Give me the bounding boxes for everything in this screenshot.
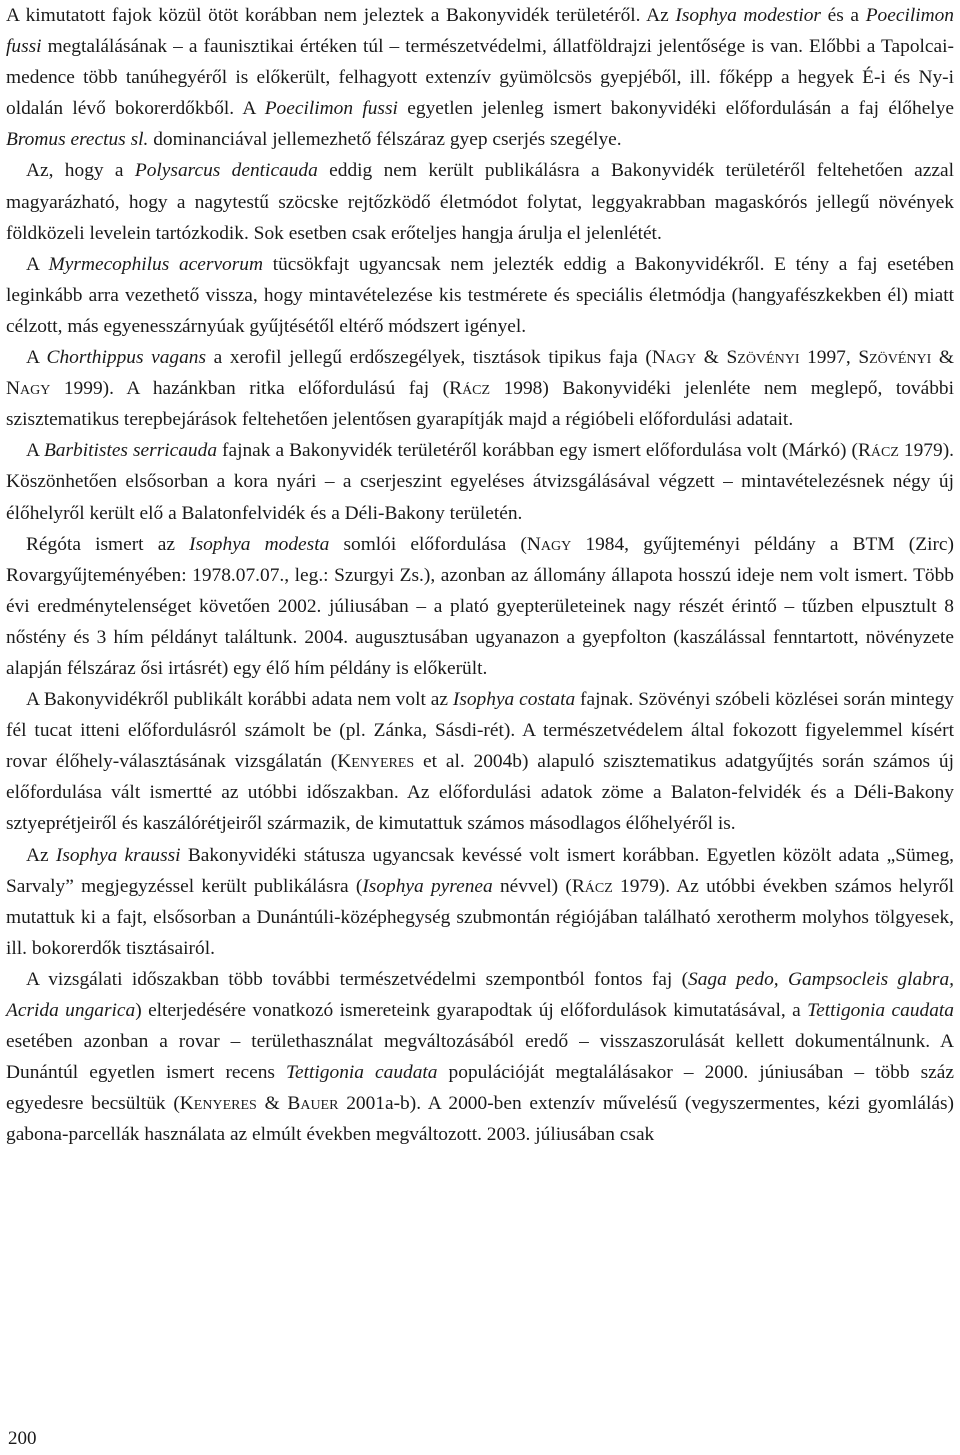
text-run: 1984, gyűjteményi példány a BTM (Zirc) Rovargyűjteményében: 1978.07.07., leg.: Szurgyi Zs.), azonban az állomány állapota hosszú ideje nem volt ismert. Több évi eredménytelenséget követően 2002. júliusában – a plató gyepterületeinek nagy részét érintő – tűzben elpusztult 8 nőstény és 3 hím példányt találtunk. 2004. augusztusában ugyanazon a gyepfolton (kaszálással fenntartott, növényzete alapján félszáraz ősi irtásrét) egy élő hím példány is előkerült. [6, 533, 954, 679]
text-run: 1997, [799, 347, 859, 369]
text-run: A vizsgálati időszakban több további természetvédelmi szempontból fontos faj ( [26, 968, 689, 990]
text-run: & [696, 347, 727, 369]
text-run: fajnak a Bakonyvidék területéről korábban egy ismert előfordulása volt (Márkó) ( [217, 440, 858, 462]
author-citation: Rácz [857, 440, 899, 462]
paragraph [6, 342, 954, 435]
species-name: Polysarcus denticauda [134, 160, 318, 182]
text-run: 1979). Köszönhetően elsősorban a kora nyári – a cserjeszint egyeléses átvizsgálásával végzett – mintavételezésnek négy új élőhelyről került elő a Balatonfelvidék és a Déli-Bakony területén. [6, 440, 955, 524]
paragraph [6, 684, 954, 839]
text-run: et al. 2004b) alapuló szisztematikus adatgyűjtés során számos új előfordulása vált ismertté az utóbbi időszakban. Az előfordulási adatok zöme a Balaton-felvidék és a Déli-Bakony sztyeprétjeiről és kaszálórétjeiről származik, de kimutattuk számos másodlagos élőhelyéről is. [6, 751, 954, 835]
author-citation: Nagy [651, 347, 697, 369]
author-citation: Szövényi [726, 347, 800, 369]
text-run: tücsökfajt ugyancsak nem jelezték eddig a Bakonyvidékről. E tény a faj esetében leginkább arra vezethető vissza, hogy mintavételezése kis testmérete és speciális életmódja (hangyafészkekben él) miatt célzott, más egyenesszárnyúak gyűjtésétől eltérő módszert igényel. [6, 253, 954, 337]
text-run: Régóta ismert az [26, 533, 190, 555]
text-run: a xerofil jellegű erdőszegélyek, tisztások tipikus faja ( [206, 347, 652, 369]
text-run: 1999). A hazánkban ritka előfordulású faj ( [50, 378, 450, 400]
paragraph [6, 435, 954, 528]
text-run: populációját megtalálásakor – 2000. júniusában – több száz egyedesre becsültük ( [6, 1062, 954, 1115]
species-name: Bromus erectus sl. [6, 129, 149, 151]
species-name: Isophya modestior [675, 5, 821, 26]
text-run: fajnak. Szövényi szóbeli közlései során mintegy fél tucat itteni előfordulásról számolt be (pl. Zánka, Sásdi-rét). A természetvédelem által fokozott figyelemmel kísért rovar élőhely-választásának vizsgálatán ( [6, 689, 954, 773]
author-citation: Rácz [449, 378, 491, 400]
species-name: Isophya kraussi [55, 844, 181, 866]
text-run: somlói előfordulása ( [329, 533, 527, 555]
author-citation: Nagy [6, 378, 51, 400]
body-text [6, 0, 954, 1150]
text-run: ) elterjedésére vonatkozó ismereteink gyarapodtak új előfordulások kimutatásával, a [135, 1000, 808, 1021]
text-run: és a [820, 5, 866, 26]
species-name: Saga pedo, Gampsocleis glabra, Acrida ungarica [6, 968, 954, 1021]
text-run: 1998) Bakonyvidéki jelenléte nem meglepő, további szisztematikus terepbejárások feltehetően jelentősen gyarapítják majd a régióbeli előfordulási adatait. [6, 378, 954, 431]
text-run: esetében azonban a rovar – területhasználat megváltozásából eredő – visszaszorulását kellett dokumentálnunk. A Dunántúl egyetlen ismert recens [6, 1031, 954, 1084]
text-run: megtalálásának – a faunisztikai értéken túl – természetvédelmi, állatföldrajzi jelentősége is van. Előbbi a Tapolcai-medence több tanúhegyéről is előkerült, felhagyott extenzív gyümölcsös gyepjéből, ill. főképp a hegyek É-i és Ny-i oldalán lévő bokorerdőkből. A [6, 36, 954, 120]
species-name: Isophya pyrenea [362, 875, 493, 897]
text-run: A [26, 440, 44, 462]
text-run: Az [26, 844, 56, 866]
text-run: A [26, 347, 47, 369]
paragraph [6, 840, 954, 964]
text-run: egyetlen jelenleg ismert bakonyvidéki előfordulásán a faj élőhelye [397, 98, 954, 120]
paragraph [6, 155, 954, 248]
author-citation: Nagy [526, 533, 572, 555]
paragraph [6, 964, 954, 1151]
text-run: dominanciával jellemezhető félszáraz gyep cserjés szegélye. [148, 129, 622, 151]
text-run: A kimutatott fajok közül ötöt korábban nem jeleztek a Bakonyvidék területéről. Az [6, 5, 676, 26]
species-name: Isophya costata [452, 689, 576, 711]
text-run: A [26, 253, 49, 275]
species-name: Chorthippus vagans [46, 347, 207, 369]
paragraph [6, 0, 954, 155]
page-number: 200 [8, 1428, 37, 1449]
species-name: Myrmecophilus acervorum [48, 253, 263, 275]
species-name: Poecilimon fussi [264, 98, 398, 120]
author-citation: Bauer [287, 1093, 339, 1115]
author-citation: Kenyeres [337, 751, 415, 773]
species-name: Isophya modesta [189, 533, 330, 555]
species-name: Barbitistes serricauda [43, 440, 218, 462]
text-run: & [256, 1093, 288, 1115]
author-citation: Szövényi [858, 347, 932, 369]
text-run: Bakonyvidéki státusza ugyancsak kevéssé volt ismert korábban. Egyetlen közölt adata „Sümeg, Sarvaly” megjegyzéssel került publikálásra ( [6, 844, 954, 897]
species-name: Poecilimon fussi [6, 5, 954, 58]
text-run: & [931, 347, 955, 369]
author-citation: Kenyeres [179, 1093, 257, 1115]
text-run: 1979). Az utóbbi években számos helyről mutattuk ki a fajt, elsősorban a Dunántúli-középhegység szubmontán régiójában található xerotherm molyhos tölgyesek, ill. bokorerdők tisztásairól. [6, 875, 954, 959]
text-run: 2001a-b). A 2000-ben extenzív művelésű (vegyszermentes, kézi gyomlálás) gabona-parcellák használata az elmúlt években megváltozott. 2003. júliusában csak [6, 1093, 954, 1146]
text-run: eddig nem került publikálásra a Bakonyvidék területéről feltehetően azzal magyarázható, hogy a nagytestű szöcske rejtőzködő életmódot folytat, leggyakrabban magaskórós jellegű növények földközeli levelein tartózkodik. Sok esetben csak erőteljes hangja árulja el jelenlétét. [6, 160, 954, 244]
author-citation: Rácz [571, 875, 613, 897]
paragraph [6, 529, 954, 684]
species-name: Tettigonia caudata [286, 1062, 438, 1084]
species-name: Tettigonia caudata [807, 1000, 954, 1021]
text-run: névvel) ( [492, 875, 572, 897]
text-run: A Bakonyvidékről publikált korábbi adata nem volt az [26, 689, 453, 711]
text-run: Az, hogy a [26, 160, 135, 182]
paragraph [6, 249, 954, 342]
